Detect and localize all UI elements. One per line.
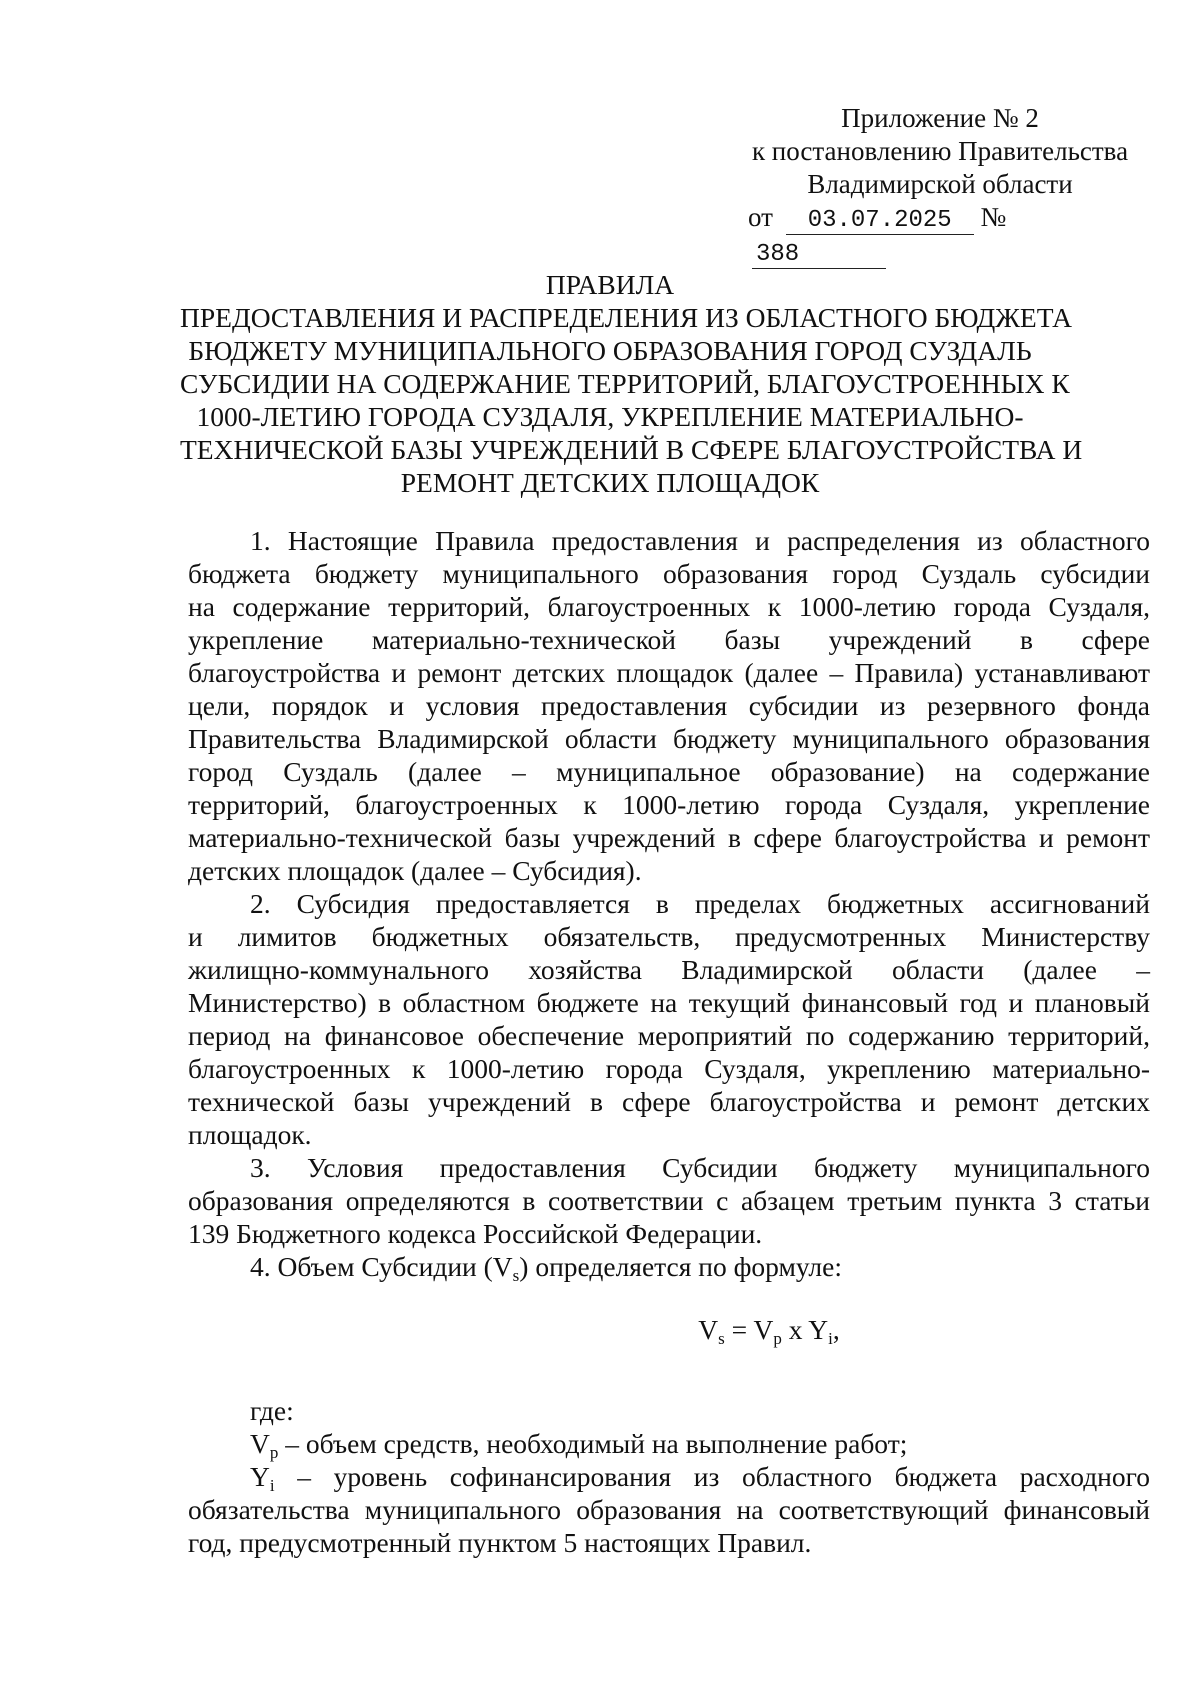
text-line: технической базы учреждений в сфере благоустройства и ремонт детских	[188, 1086, 1150, 1117]
formula-legend	[188, 1394, 1150, 1559]
legend-yi-sub: i	[269, 1476, 275, 1495]
formula-intro-a: 4. Объем Субсидии (V	[250, 1251, 513, 1282]
document-title	[180, 268, 1083, 499]
text-line: и лимитов бюджетных обязательств, предусмотренных Министерству	[188, 921, 1150, 952]
formula-vs: V	[698, 1314, 719, 1345]
from-label: от	[748, 202, 773, 232]
formula-vs-sub: s	[718, 1329, 725, 1348]
text-line: образования определяются в соответствии с абзацем третьим пункта 3 статьи	[188, 1185, 1150, 1216]
formula-x-yi: x Y	[781, 1314, 829, 1345]
legend-yi	[188, 1460, 1150, 1493]
text-line: город Суздаль (далее – муниципальное образование) на содержание	[188, 756, 1150, 787]
text-line: период на финансовое обеспечение мероприятий по содержанию территорий,	[188, 1020, 1150, 1051]
text-line: 1. Настоящие Правила предоставления и распределения из областного	[250, 525, 1150, 556]
formula-intro-b: ) определяется по формуле:	[519, 1251, 842, 1282]
text-line: Министерство) в областном бюджете на текущий финансовый год и плановый	[188, 987, 1150, 1018]
formula-end: ,	[832, 1314, 840, 1345]
text-line: укрепление материально-технической базы учреждений в сфере	[188, 624, 1150, 655]
appendix-region: Владимирской области	[807, 169, 1073, 199]
title-line: ТЕХНИЧЕСКОЙ БАЗЫ УЧРЕЖДЕНИЙ В СФЕРЕ БЛАГОУСТРОЙСТВА И	[180, 434, 1083, 465]
legend-vp-symbol: V	[250, 1428, 270, 1459]
legend-yi-text: – уровень софинансирования из областного бюджета расходного	[274, 1461, 1150, 1492]
title-line: ПРЕДОСТАВЛЕНИЯ И РАСПРЕДЕЛЕНИЯ ИЗ ОБЛАСТНОГО БЮДЖЕТА	[180, 302, 1072, 333]
appendix-number: Приложение № 2	[841, 103, 1039, 133]
title-heading: ПРАВИЛА	[545, 269, 675, 300]
appendix-date-line	[740, 201, 1140, 269]
number-label: №	[980, 202, 1007, 232]
text-line: жилищно-коммунального хозяйства Владимирской области (далее –	[188, 954, 1150, 985]
formula-yi-sub: i	[828, 1329, 833, 1348]
document-body	[188, 524, 1150, 1559]
resolution-date: 03.07.2025	[786, 208, 974, 235]
legend-vp-sub: p	[269, 1443, 279, 1462]
text-line: бюджета бюджету муниципального образования город Суздаль субсидии	[188, 558, 1150, 589]
title-line: 1000-ЛЕТИЮ ГОРОДА СУЗДАЛЯ, УКРЕПЛЕНИЕ МАТЕРИАЛЬНО-	[196, 401, 1024, 432]
legend-vp-text: – объем средств, необходимый на выполнение работ;	[278, 1428, 908, 1459]
text-line: цели, порядок и условия предоставления субсидии из резервного фонда	[188, 690, 1150, 721]
paragraph-2	[188, 887, 1150, 1151]
text-line	[188, 1250, 1150, 1283]
paragraph-3	[188, 1151, 1150, 1250]
text-line: 3. Условия предоставления Субсидии бюджету муниципального	[250, 1152, 1150, 1183]
paragraph-1	[188, 524, 1150, 887]
formula-eq-vp: = V	[724, 1314, 774, 1345]
title-line: СУБСИДИИ НА СОДЕРЖАНИЕ ТЕРРИТОРИЙ, БЛАГОУСТРОЕННЫХ К	[180, 368, 1070, 399]
formula-intro-sub: s	[512, 1266, 520, 1285]
appendix-header	[740, 102, 1140, 269]
text-line: территорий, благоустроенных к 1000-летию города Суздаля, укрепление	[188, 789, 1150, 820]
text-line: детских площадок (далее – Субсидия).	[188, 855, 642, 886]
paragraph-4	[188, 1250, 1150, 1283]
legend-vp	[188, 1427, 1150, 1460]
text-line: благоустройства и ремонт детских площадок (далее – Правила) устанавливают	[188, 657, 1150, 688]
title-line: БЮДЖЕТУ МУНИЦИПАЛЬНОГО ОБРАЗОВАНИЯ ГОРОД СУЗДАЛЬ	[188, 335, 1032, 366]
text-line: обязательства муниципального образования на соответствующий финансовый	[188, 1494, 1150, 1525]
text-line: Правительства Владимирской области бюджету муниципального образования	[188, 723, 1150, 754]
where-label: где:	[250, 1395, 294, 1426]
text-line: год, предусмотренный пунктом 5 настоящих Правил.	[188, 1527, 812, 1558]
resolution-number: 388	[752, 242, 886, 269]
title-line: РЕМОНТ ДЕТСКИХ ПЛОЩАДОК	[400, 467, 820, 498]
text-line: 2. Субсидия предоставляется в пределах бюджетных ассигнований	[250, 888, 1150, 919]
legend-yi-symbol: Y	[250, 1461, 270, 1492]
text-line: 139 Бюджетного кодекса Российской Федерации.	[188, 1218, 763, 1249]
text-line: материально-технической базы учреждений в сфере благоустройства и ремонт	[188, 822, 1150, 853]
appendix-resolution: к постановлению Правительства	[751, 136, 1129, 166]
text-line: на содержание территорий, благоустроенных к 1000-летию города Суздаля,	[188, 591, 1150, 622]
formula-vp-sub: p	[773, 1329, 782, 1348]
text-line: благоустроенных к 1000-летию города Суздаля, укреплению материально-	[188, 1053, 1150, 1084]
text-line: площадок.	[188, 1119, 312, 1150]
formula	[188, 1313, 1150, 1346]
